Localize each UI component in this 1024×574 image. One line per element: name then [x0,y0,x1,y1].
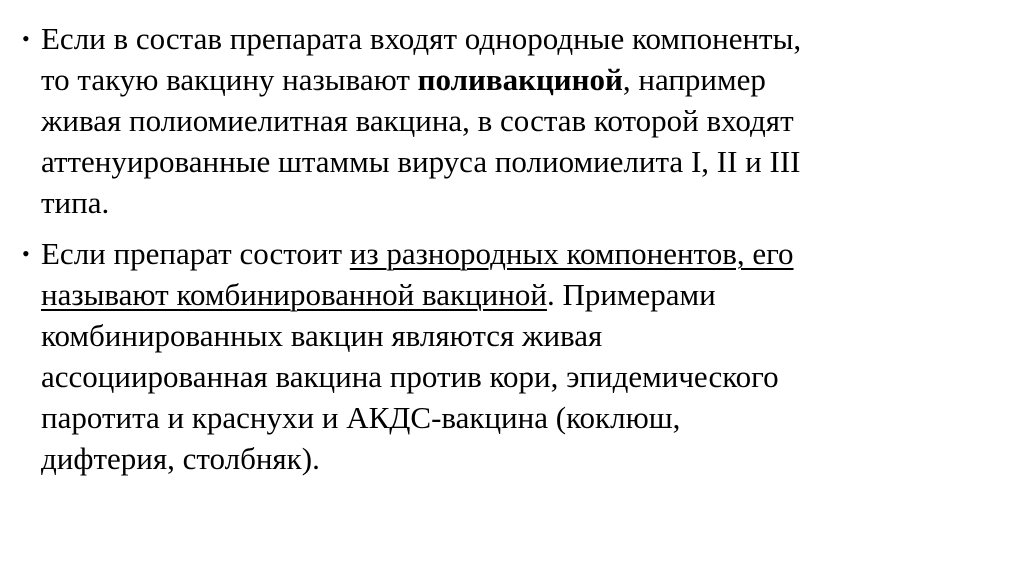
item1-line2 [41,59,1012,100]
bullet-list [22,18,1012,489]
combined-definition-part1: из разнородных компонентов, его [349,236,794,271]
item2-line5: паротита и краснухи и АКДС-вакцина (коклюш, [41,400,681,435]
item2-line2 [41,274,1012,315]
item1-line1: Если в состав препарата входят однородные компоненты, [41,21,802,56]
item1-line3: живая полиомиелитная вакцина, в состав которой входят [41,103,794,138]
item2-line6: дифтерия, столбняк). [41,441,320,476]
bullet-item-combined-vaccine [22,233,1012,479]
combined-definition-part2: называют комбинированной вакциной [41,277,547,312]
item2-line3: комбинированных вакцин являются живая [41,318,603,353]
item2-line2-text-after: . Примерами [546,277,716,312]
bullet-icon: • [22,26,30,51]
bullet-item-polyvaccine [22,18,1012,223]
polyvaccine-term: поливакциной [417,62,623,97]
bullet-icon: • [22,241,30,266]
item2-line1-text-before: Если препарат состоит [41,236,350,271]
item1-line4: аттенуированные штаммы вируса полиомиелита I, II и III [41,144,801,179]
item1-line2-text-before: то такую вакцину называют [41,62,418,97]
item2-line4: ассоциированная вакцина против кори, эпидемического [41,359,779,394]
item1-line2-text-after: , например [622,62,766,97]
item1-line5: типа. [41,185,110,220]
item2-line1 [41,233,1012,274]
